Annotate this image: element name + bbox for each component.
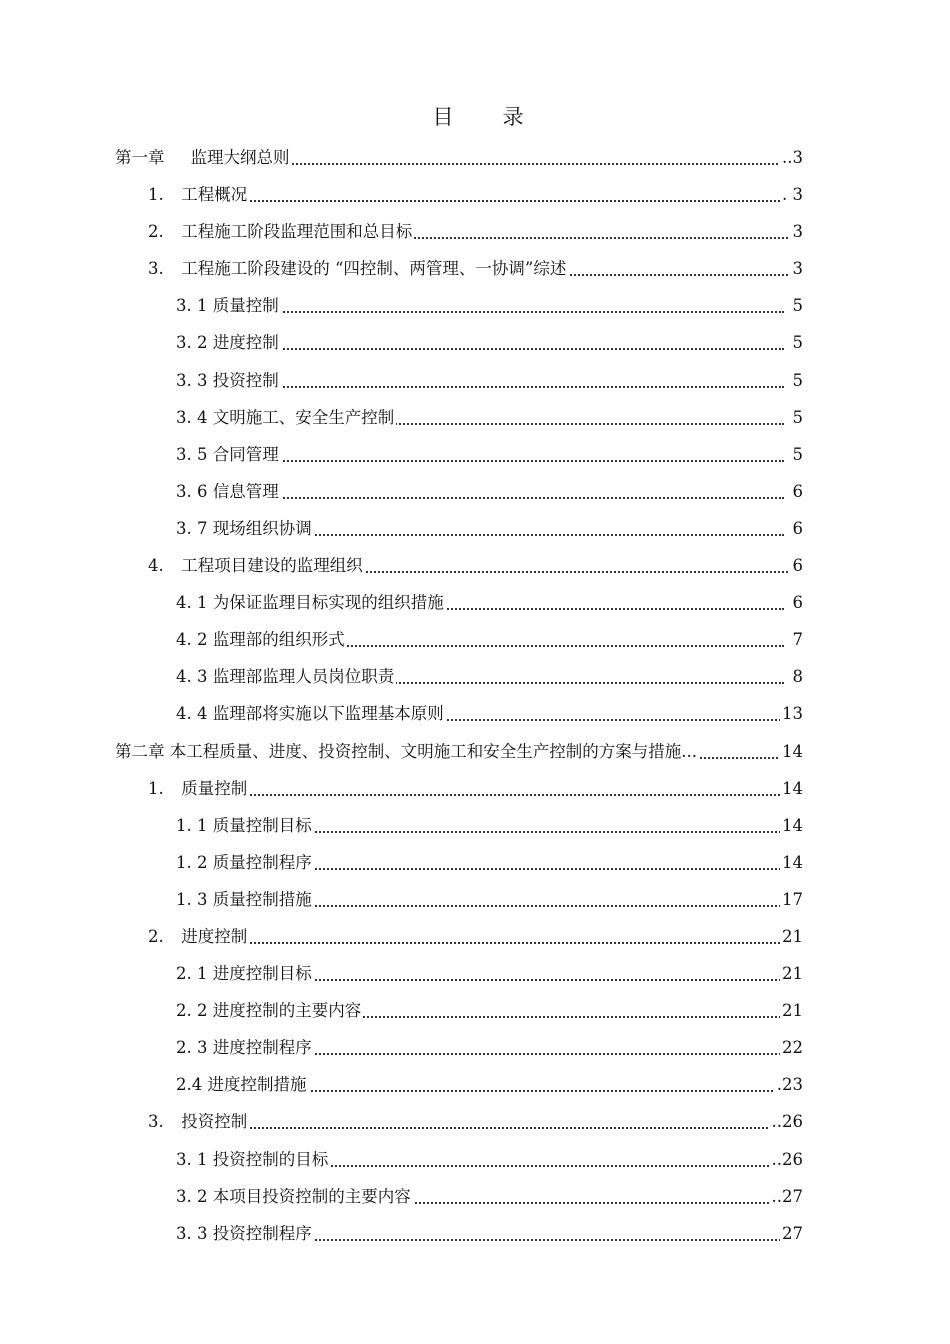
toc-entry-number: 3. 1 <box>176 296 208 316</box>
toc-entry-text: 本工程质量、进度、投资控制、文明施工和安全生产控制的方案与措施... <box>169 741 697 761</box>
toc-entry-number: 4. <box>148 556 164 576</box>
toc-entry-number: 1. 3 <box>176 889 208 909</box>
toc-entry-number: 2. <box>148 926 164 946</box>
toc-entry-text: 进度控制目标 <box>212 964 312 984</box>
toc-entry-page-number: 6 <box>791 586 804 620</box>
toc-entry-label <box>176 957 314 991</box>
toc-entry-page-number: 6 <box>791 549 804 583</box>
toc-entry-page-number: 5 <box>791 401 804 435</box>
toc-entry[interactable] <box>0 326 950 363</box>
toc-entry-text: 进度控制 <box>212 333 279 353</box>
toc-entry-text: 质量控制程序 <box>212 852 312 872</box>
toc-entry-page-number: . 3 <box>780 178 803 212</box>
toc-entry-number: 4. 3 <box>176 667 208 687</box>
toc-entry-label <box>115 735 699 769</box>
toc-entry[interactable] <box>0 920 950 957</box>
toc-entry-label <box>176 1217 314 1251</box>
toc-entry-text: 投资控制的目标 <box>212 1149 329 1169</box>
toc-entry-text: 质量控制 <box>181 778 248 798</box>
toc-entry[interactable] <box>0 438 950 475</box>
toc-entry-label <box>176 809 314 843</box>
toc-entry-number: 1. <box>148 185 164 205</box>
toc-entry-number: 3. 3 <box>176 1223 208 1243</box>
toc-entry-label <box>176 660 396 694</box>
toc-entry-page-number: 6 <box>791 475 804 509</box>
toc-entry-text: 文明施工、安全生产控制 <box>212 407 395 427</box>
toc-entry-number: 4. 2 <box>176 630 208 650</box>
toc-entry-page-number: .23 <box>775 1068 803 1102</box>
toc-entry-text: 本项目投资控制的主要内容 <box>212 1186 411 1206</box>
toc-entry-number: 4. 4 <box>176 704 208 724</box>
toc-entry-number: 第二章 <box>115 741 165 761</box>
toc-entry-number: 3. 3 <box>176 370 208 390</box>
toc-entry-page-number: 5 <box>791 364 804 398</box>
toc-entry[interactable] <box>0 994 950 1031</box>
toc-entry-page-number: 14 <box>780 846 803 880</box>
toc-entry-page-number: 21 <box>780 920 803 954</box>
toc-entry-number: 3. 4 <box>176 407 208 427</box>
toc-entry-label <box>176 586 446 620</box>
toc-entry-page-number: 3 <box>791 252 804 286</box>
toc-entry-label <box>148 920 249 954</box>
toc-entry-text: 投资控制程序 <box>212 1223 312 1243</box>
toc-entry-label <box>176 994 363 1028</box>
toc-entry[interactable] <box>0 1143 950 1180</box>
toc-entry[interactable] <box>0 178 950 215</box>
toc-entry-page-number: 21 <box>780 957 803 991</box>
toc-entry-page-number: 5 <box>791 326 804 360</box>
toc-entry-label <box>148 549 365 583</box>
toc-entry[interactable] <box>0 1180 950 1217</box>
toc-entry[interactable] <box>0 141 950 178</box>
toc-entry[interactable] <box>0 697 950 734</box>
toc-entry[interactable] <box>0 1031 950 1068</box>
toc-entry-text: 工程项目建设的监理组织 <box>181 556 363 576</box>
toc-entry[interactable] <box>0 549 950 586</box>
toc-entry-label <box>176 1068 309 1102</box>
toc-entry-text: 现场组织协调 <box>212 518 312 538</box>
toc-entry-number: 3. <box>148 259 164 279</box>
toc-entry-page-number: ..26 <box>770 1105 804 1139</box>
toc-entry-number: 4. 1 <box>176 593 208 613</box>
toc-entry-label <box>176 883 314 917</box>
toc-entry-label <box>176 512 314 546</box>
toc-entry-label <box>176 438 281 472</box>
toc-list <box>0 141 950 1254</box>
toc-entry-page-number: ..3 <box>780 141 803 175</box>
toc-entry[interactable] <box>0 1068 950 1105</box>
toc-entry[interactable] <box>0 883 950 920</box>
toc-entry[interactable] <box>0 957 950 994</box>
toc-entry-text: 合同管理 <box>212 444 279 464</box>
toc-entry-page-number: 21 <box>780 994 803 1028</box>
toc-entry[interactable] <box>0 1105 950 1142</box>
toc-entry-number: 1. <box>148 778 164 798</box>
toc-entry-page-number: 13 <box>780 697 803 731</box>
toc-entry-number: 2. 1 <box>176 964 208 984</box>
toc-title: 目 录 <box>432 105 538 129</box>
toc-entry-text: 投资控制 <box>212 370 279 390</box>
toc-entry-label <box>148 772 249 806</box>
toc-entry-page-number: 14 <box>780 772 803 806</box>
toc-entry[interactable] <box>0 586 950 623</box>
toc-entry-number: 2. <box>148 222 164 242</box>
toc-entry-page-number: 5 <box>791 438 804 472</box>
toc-entry[interactable] <box>0 1217 950 1254</box>
toc-entry[interactable] <box>0 623 950 660</box>
toc-entry[interactable] <box>0 846 950 883</box>
toc-entry-number: 2. 2 <box>176 1001 208 1021</box>
toc-entry[interactable] <box>0 735 950 772</box>
toc-entry-page-number: 17 <box>780 883 803 917</box>
toc-entry-number: 3. 2 <box>176 1186 208 1206</box>
toc-entry-number: 第一章 <box>115 148 165 167</box>
toc-entry-label <box>176 401 396 435</box>
toc-entry-number: 3. <box>148 1112 164 1132</box>
toc-entry-text: 监理部的组织形式 <box>212 630 345 650</box>
toc-entry-page-number: 6 <box>791 512 804 546</box>
toc-entry-label <box>176 846 314 880</box>
toc-entry-text: 进度控制措施 <box>207 1075 307 1095</box>
toc-entry-page-number: ..27 <box>770 1180 804 1214</box>
toc-entry[interactable] <box>0 475 950 512</box>
toc-entry-page-number: 5 <box>791 289 804 323</box>
toc-entry-label <box>176 1031 314 1065</box>
toc-entry-label <box>176 697 446 731</box>
toc-entry-number: 2.4 <box>176 1075 203 1095</box>
toc-entry[interactable] <box>0 660 950 697</box>
toc-entry-page-number: 8 <box>791 660 804 694</box>
toc-entry-page-number: 27 <box>780 1217 803 1251</box>
toc-entry-label <box>176 364 281 398</box>
toc-entry-text: 监理部将实施以下监理基本原则 <box>212 704 444 724</box>
toc-entry[interactable] <box>0 809 950 846</box>
toc-entry[interactable] <box>0 512 950 549</box>
toc-entry-number: 1. 1 <box>176 815 208 835</box>
toc-entry-text: 监理大纲总则 <box>190 148 290 167</box>
toc-entry[interactable] <box>0 215 950 252</box>
toc-entry-label <box>176 289 281 323</box>
toc-entry-number: 3. 7 <box>176 518 208 538</box>
toc-entry-text: 进度控制 <box>181 926 248 946</box>
toc-entry-text: 进度控制程序 <box>212 1038 312 1058</box>
toc-entry-label <box>176 623 347 657</box>
toc-entry-number: 2. 3 <box>176 1038 208 1058</box>
toc-entry-text: 质量控制措施 <box>212 889 312 909</box>
toc-entry-label <box>148 1105 249 1139</box>
toc-entry-number: 3. 5 <box>176 444 208 464</box>
toc-entry[interactable] <box>0 289 950 326</box>
toc-entry-number: 3. 6 <box>176 481 208 501</box>
toc-entry-label <box>148 215 414 249</box>
toc-entry-text: 进度控制的主要内容 <box>212 1001 362 1021</box>
toc-entry-text: 监理部监理人员岗位职责 <box>212 667 395 687</box>
toc-entry-label <box>176 1143 330 1177</box>
toc-entry[interactable] <box>0 364 950 401</box>
toc-entry-number: 1. 2 <box>176 852 208 872</box>
toc-entry-text: 工程施工阶段建设的 “四控制、两管理、一协调”综述 <box>181 259 567 279</box>
toc-entry-label <box>176 326 281 360</box>
toc-entry-page-number: 3 <box>791 215 804 249</box>
toc-entry[interactable] <box>0 772 950 809</box>
toc-entry-page-number: 22 <box>780 1031 803 1065</box>
toc-entry-label <box>115 141 292 175</box>
toc-entry-text: 工程施工阶段监理范围和总目标 <box>181 222 413 242</box>
toc-entry-number: 3. 2 <box>176 333 208 353</box>
toc-entry-label <box>148 252 568 286</box>
toc-entry-number: 3. 1 <box>176 1149 208 1169</box>
toc-entry-text: 为保证监理目标实现的组织措施 <box>212 593 444 613</box>
toc-entry-page-number: 14 <box>780 809 803 843</box>
toc-entry-text: 信息管理 <box>212 481 279 501</box>
toc-entry-text: 投资控制 <box>181 1112 248 1132</box>
toc-entry-text: 质量控制 <box>212 296 279 316</box>
toc-entry-page-number: ..26 <box>770 1143 804 1177</box>
toc-entry[interactable] <box>0 401 950 438</box>
toc-entry[interactable] <box>0 252 950 289</box>
toc-entry-page-number: 7 <box>791 623 804 657</box>
toc-entry-text: 质量控制目标 <box>212 815 312 835</box>
toc-entry-label <box>176 1180 413 1214</box>
toc-entry-text: 工程概况 <box>181 185 248 205</box>
toc-entry-label <box>176 475 281 509</box>
toc-entry-label <box>148 178 249 212</box>
toc-entry-page-number: 14 <box>780 735 803 769</box>
